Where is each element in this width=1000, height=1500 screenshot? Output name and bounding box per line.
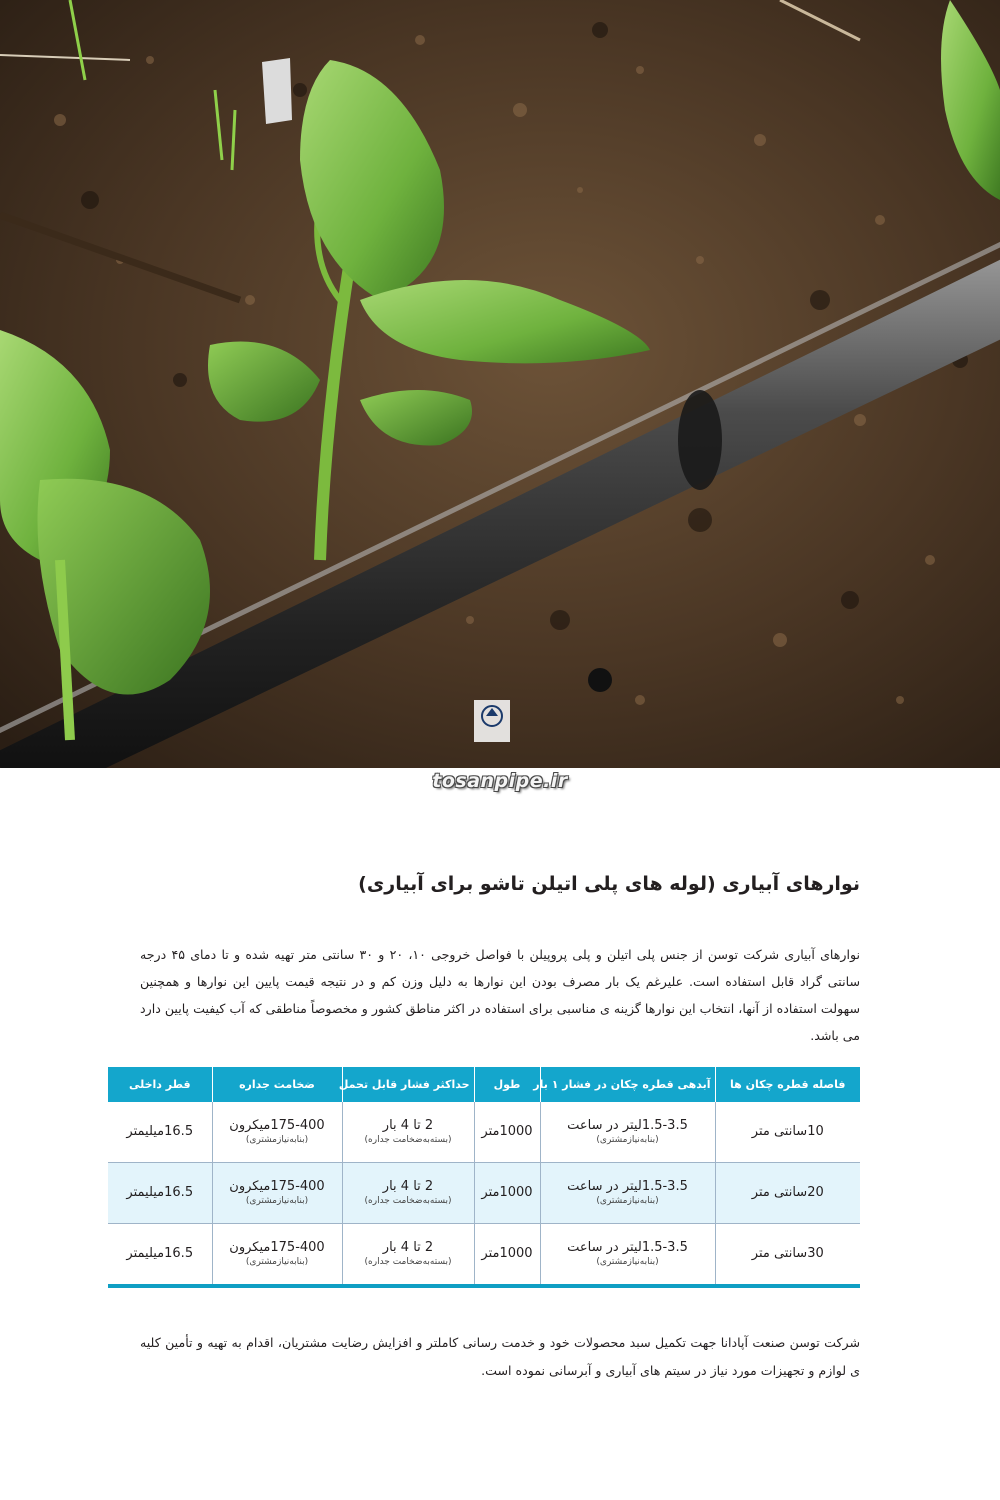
cell-pressure — [342, 1102, 474, 1163]
length-value: 1000متر — [481, 1124, 533, 1139]
pressure-note: (بسته‌به‌ضخامت جداره) — [364, 1257, 452, 1267]
table-header-row — [108, 1067, 860, 1102]
diameter-value: 16.5میلیمتر — [126, 1124, 194, 1139]
cell-flow — [540, 1163, 715, 1224]
pressure-note: (بسته‌به‌ضخامت جداره) — [364, 1196, 452, 1206]
cell-flow — [540, 1224, 715, 1287]
flow-value: 1.5-3.5لیتر در ساعت — [567, 1118, 688, 1133]
header-wall-thickness: ضخامت جداره — [212, 1067, 342, 1102]
thickness-value: 175-400میکرون — [229, 1179, 325, 1194]
length-value: 1000متر — [481, 1185, 533, 1200]
cell-length — [474, 1163, 540, 1224]
thickness-note: (بنابه‌نیاز‌مشتری) — [245, 1257, 309, 1267]
spacing-value: 20سانتی متر — [751, 1185, 824, 1200]
thickness-value: 175-400میکرون — [229, 1240, 325, 1255]
cell-spacing — [715, 1102, 860, 1163]
closing-paragraph: شرکت توسن صنعت آپادانا جهت تکمیل سبد محصولات خود و خدمت رسانی کاملتر و افزایش رضایت مشتریان، اقدام به تهیه و تأمین کلیه ی لوازم و تجهیزات مورد نیاز در سیتم های آبیاری و آبرسانی نموده است. — [140, 1335, 860, 1378]
logo-icon — [474, 700, 510, 742]
pressure-note: (بسته‌به‌ضخامت جداره) — [364, 1135, 452, 1145]
header-max-pressure: حداکثر فشار قابل تحمل — [342, 1067, 474, 1102]
cell-diameter — [108, 1224, 212, 1287]
page-title: نوارهای آبیاری (لوله های پلی اتیلن تاشو برای آبیاری) — [358, 873, 860, 895]
pressure-value: 2 تا 4 بار — [382, 1118, 434, 1133]
website-url[interactable]: tosanpipe.ir — [432, 770, 568, 792]
header-length: طول — [474, 1067, 540, 1102]
header-inner-diameter: قطر داخلی — [108, 1067, 212, 1102]
spec-table — [108, 1067, 860, 1288]
flow-note: (بنابه‌نیاز‌مشتری) — [596, 1257, 659, 1267]
header-emitter-spacing: فاصله قطره چکان ها — [715, 1067, 860, 1102]
cell-length — [474, 1224, 540, 1287]
cell-thickness — [212, 1102, 342, 1163]
pressure-value: 2 تا 4 بار — [382, 1179, 434, 1194]
thickness-value: 175-400میکرون — [229, 1118, 325, 1133]
flow-note: (بنابه‌نیاز‌مشتری) — [596, 1135, 659, 1145]
cell-thickness — [212, 1224, 342, 1287]
pressure-value: 2 تا 4 بار — [382, 1240, 434, 1255]
cell-thickness — [212, 1163, 342, 1224]
cell-diameter — [108, 1102, 212, 1163]
cell-pressure — [342, 1163, 474, 1224]
flow-note: (بنابه‌نیاز‌مشتری) — [596, 1196, 659, 1206]
header-emitter-flow: آبدهی قطره چکان در فشار ۱ بار — [540, 1067, 715, 1102]
cell-length — [474, 1102, 540, 1163]
spacing-value: 10سانتی متر — [751, 1124, 824, 1139]
table-row — [108, 1102, 860, 1163]
flow-value: 1.5-3.5لیتر در ساعت — [567, 1179, 688, 1194]
cell-spacing — [715, 1224, 860, 1287]
cell-pressure — [342, 1224, 474, 1287]
diameter-value: 16.5میلیمتر — [126, 1246, 194, 1261]
spacing-value: 30سانتی متر — [751, 1246, 824, 1261]
intro-paragraph: نوارهای آبیاری شرکت توسن از جنس پلی اتیلن و پلی پروپیلن با فواصل خروجی ۱۰، ۲۰ و ۳۰ سانتی متر تهیه شده و تا دمای ۴۵ درجه سانتی گراد قابل استفاده است. علیرغم یک بار مصرف بودن این نوارها به دلیل وزن کم و در نتیجه قیمت پایین این نوارها و همچنین سهولت استفاده از آنها، انتخاب این نوارها گزینه ی مناسبی برای استفاده در اکثر مناطق کشور و مخصوصاً مناطقی که آب کیفیت پایین دارد می باشد. — [140, 947, 861, 1043]
thickness-note: (بنابه‌نیاز‌مشتری) — [245, 1135, 309, 1145]
length-value: 1000متر — [481, 1246, 533, 1261]
diameter-value: 16.5میلیمتر — [126, 1185, 194, 1200]
table-row — [108, 1224, 860, 1287]
cell-spacing — [715, 1163, 860, 1224]
table-row — [108, 1163, 860, 1224]
cell-flow — [540, 1102, 715, 1163]
flow-value: 1.5-3.5لیتر در ساعت — [567, 1240, 688, 1255]
cell-diameter — [108, 1163, 212, 1224]
thickness-note: (بنابه‌نیاز‌مشتری) — [245, 1196, 309, 1206]
